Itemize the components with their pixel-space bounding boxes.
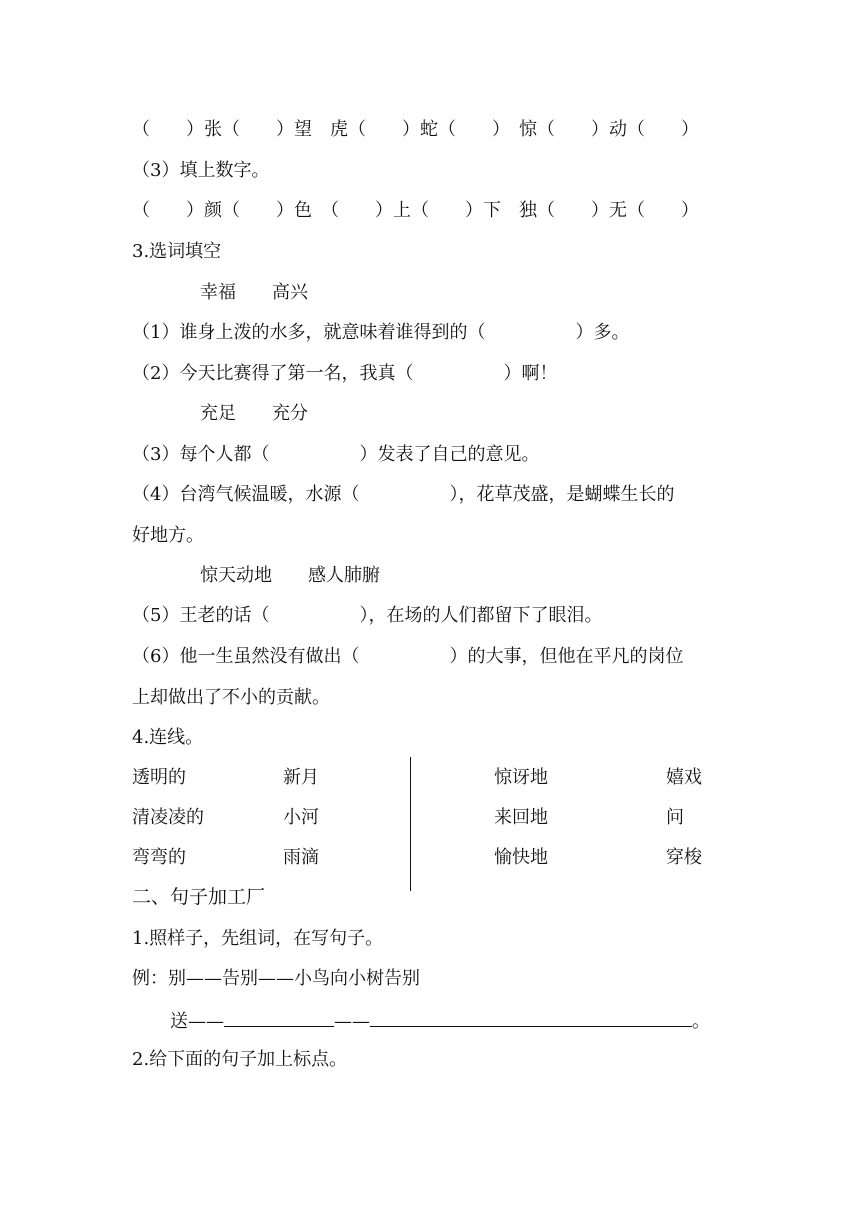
word-group-2: 充足 充分 — [200, 403, 308, 424]
divider-line — [410, 757, 411, 891]
task-prefix: 送—— — [170, 1011, 224, 1032]
s2-q2-title: 2.给下面的句子加上标点。 — [132, 1049, 348, 1070]
q4-title: 4.连线。 — [132, 727, 204, 748]
task-mid: —— — [334, 1011, 370, 1032]
match-right-b-2: 问 — [666, 807, 684, 828]
sentence-6b: 上却做出了不小的贡献。 — [132, 687, 330, 708]
match-left-b-1: 新月 — [283, 767, 319, 788]
word-blank[interactable] — [224, 1008, 334, 1027]
idiom-row-1: （ ）张（ ）望 虎（ ）蛇（ ） 惊（ ）动（ ） — [132, 119, 699, 140]
q3-title: 3.选词填空 — [132, 241, 222, 262]
match-right-b-3: 穿梭 — [666, 847, 702, 868]
match-left-a-1: 透明的 — [132, 767, 186, 788]
fill-task-line — [170, 1008, 710, 1034]
sentence-5: （5）王老的话（ ），在场的人们都留下了眼泪。 — [132, 605, 603, 626]
idiom-row-2: （ ）颜（ ）色 （ ）上（ ）下 独（ ）无（ ） — [132, 200, 699, 221]
match-right-a-3: 愉快地 — [494, 847, 548, 868]
match-right-a-1: 惊讶地 — [494, 767, 548, 788]
match-left-a-3: 弯弯的 — [132, 847, 186, 868]
match-left-b-3: 雨滴 — [283, 847, 319, 868]
sentence-2: （2）今天比赛得了第一名，我真（ ）啊！ — [132, 363, 558, 384]
word-group-1: 幸福 高兴 — [200, 282, 308, 303]
match-left-a-2: 清凌凌的 — [132, 807, 204, 828]
sentence-4a: （4）台湾气候温暖，水源（ ），花草茂盛，是蝴蝶生长的 — [132, 484, 675, 505]
part-3-label: （3）填上数字。 — [132, 160, 270, 181]
word-group-3: 惊天动地 感人肺腑 — [200, 565, 380, 586]
section-2-heading: 二、句子加工厂 — [132, 886, 266, 908]
sentence-6a: （6）他一生虽然没有做出（ ）的大事，但他在平凡的岗位 — [132, 646, 684, 667]
sentence-blank[interactable] — [370, 1008, 692, 1027]
s2-q1-title: 1.照样子，先组词，在写句子。 — [132, 928, 384, 949]
example-line: 例：别——告别——小鸟向小树告别 — [132, 968, 420, 989]
sentence-3: （3）每个人都（ ）发表了自己的意见。 — [132, 444, 540, 465]
sentence-4b: 好地方。 — [132, 525, 204, 546]
sentence-1: （1）谁身上泼的水多，就意味着谁得到的（ ）多。 — [132, 322, 630, 343]
match-right-a-2: 来回地 — [494, 807, 548, 828]
match-left-b-2: 小河 — [283, 807, 319, 828]
match-right-b-1: 嬉戏 — [666, 767, 702, 788]
task-end: 。 — [692, 1011, 710, 1032]
